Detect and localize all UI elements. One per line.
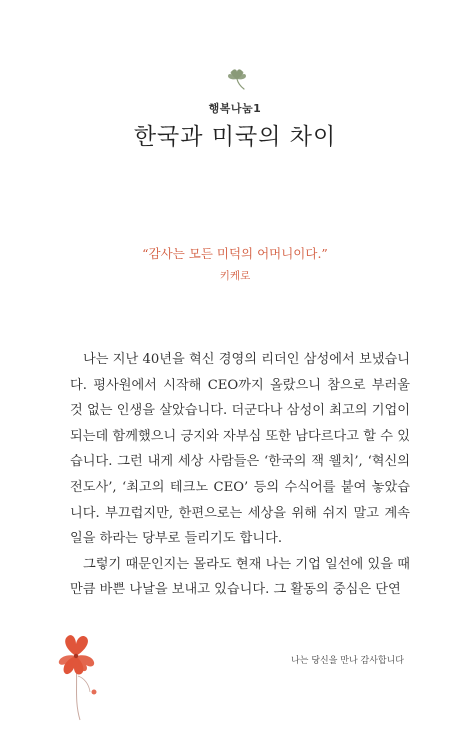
chapter-title: 한국과 미국의 차이 [133,124,337,150]
clover-icon [222,66,252,92]
section-label: 행복나눔1 [208,102,262,115]
running-footer: 나는 당신을 만나 감사합니다 [291,656,404,666]
body-text [70,347,410,603]
body-paragraph: 그렇기 때문인지는 몰라도 현재 나는 기업 일선에 있을 때만큼 바쁜 나날을 보내고 있습니다. 그 활동의 중심은 단연 [70,556,410,598]
epigraph-quote: “감사는 모든 미덕의 어머니이다.” [142,246,328,261]
body-paragraph: 나는 지난 40년을 혁신 경영의 리더인 삼성에서 보냈습니다. 평사원에서 시작해 CEO까지 올랐으니 참으로 부러울 것 없는 인생을 살았습니다. 더군다나 삼성이 최고의 기업이 되는데 함께했으니 긍지와 자부심 또한 남다르다고 할 수 있습니다. 그런 내게 세상 사람들은 ‘한국의 잭 웰치’, ‘혁신의 전도사’, ‘최고의 테크노 CEO’ 등의 수식어를 붙여 놓았습니다. 부끄럽지만, 한편으로는 세상을 위해 쉬지 말고 계속 일을 하라는 당부로 들리기도 합니다. [70,352,410,547]
epigraph-author: 키케로 [219,270,251,282]
flower-icon [56,632,102,722]
